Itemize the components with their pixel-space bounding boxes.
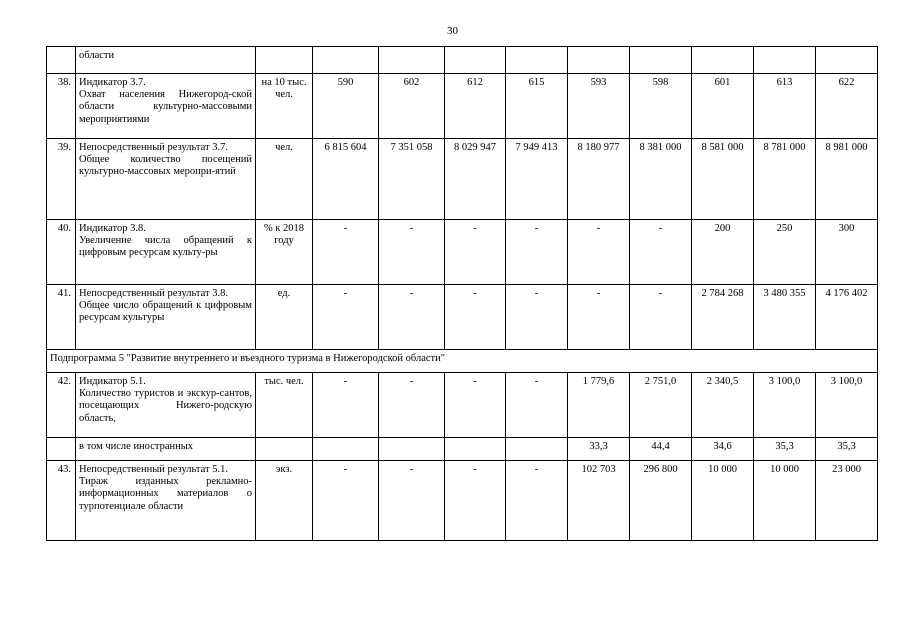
value-cell [313,438,379,461]
value-cell: 35,3 [816,438,878,461]
value-cell: 622 [816,74,878,139]
indicator-name: Индикатор 5.1. Количество туристов и экскур-сантов, посещающих Нижего-родскую область, [76,373,256,438]
table-row [47,438,878,461]
value-cell: - [313,373,379,438]
indicators-table [46,46,878,541]
value-cell: 613 [754,74,816,139]
value-cell [630,47,692,74]
value-cell: 35,3 [754,438,816,461]
table-row [47,461,878,541]
value-cell: - [445,461,506,541]
row-number: 38. [47,74,76,139]
unit-cell: экз. [256,461,313,541]
value-cell: - [445,220,506,285]
value-cell: 7 949 413 [506,139,568,220]
indicator-name: в том числе иностранных [76,438,256,461]
table-row [47,220,878,285]
value-cell: 102 703 [568,461,630,541]
value-cell: - [506,461,568,541]
value-cell: 615 [506,74,568,139]
value-cell: 2 784 268 [692,285,754,350]
indicator-name: Непосредственный результат 3.7. Общее количество посещений культурно-массовых меропри-ятий [76,139,256,220]
value-cell: 601 [692,74,754,139]
table-row [47,74,878,139]
value-cell [445,438,506,461]
unit-cell: тыс. чел. [256,373,313,438]
unit-cell: чел. [256,139,313,220]
value-cell: - [506,285,568,350]
value-cell: 33,3 [568,438,630,461]
section-row [47,350,878,373]
value-cell: 34,6 [692,438,754,461]
value-cell: 1 779,6 [568,373,630,438]
value-cell: - [506,373,568,438]
unit-cell [256,47,313,74]
value-cell [445,47,506,74]
table-row [47,373,878,438]
value-cell: 8 981 000 [816,139,878,220]
value-cell [754,47,816,74]
value-cell: 23 000 [816,461,878,541]
value-cell: 8 381 000 [630,139,692,220]
value-cell: 300 [816,220,878,285]
indicator-name: области [76,47,256,74]
value-cell: - [568,285,630,350]
value-cell: 593 [568,74,630,139]
value-cell: - [445,285,506,350]
unit-cell [256,438,313,461]
row-number: 41. [47,285,76,350]
value-cell [568,47,630,74]
row-number: 43. [47,461,76,541]
value-cell: 8 781 000 [754,139,816,220]
value-cell: 8 029 947 [445,139,506,220]
value-cell: - [379,461,445,541]
value-cell [506,47,568,74]
value-cell [692,47,754,74]
value-cell: 2 340,5 [692,373,754,438]
value-cell: 296 800 [630,461,692,541]
value-cell: 2 751,0 [630,373,692,438]
value-cell: 7 351 058 [379,139,445,220]
value-cell: 44,4 [630,438,692,461]
value-cell: - [313,461,379,541]
value-cell: - [379,373,445,438]
value-cell: 200 [692,220,754,285]
value-cell: 10 000 [754,461,816,541]
value-cell: - [506,220,568,285]
value-cell: 8 180 977 [568,139,630,220]
table-row [47,139,878,220]
value-cell: 8 581 000 [692,139,754,220]
section-title: Подпрограмма 5 "Развитие внутреннего и въездного туризма в Нижегородской области" [47,350,878,373]
value-cell [379,47,445,74]
indicator-name: Индикатор 3.8. Увеличение числа обращений к цифровым ресурсам культу-ры [76,220,256,285]
indicator-name: Непосредственный результат 3.8. Общее число обращений к цифровым ресурсам культуры [76,285,256,350]
unit-cell: на 10 тыс. чел. [256,74,313,139]
row-number [47,438,76,461]
value-cell: 3 100,0 [754,373,816,438]
value-cell: 250 [754,220,816,285]
value-cell: 4 176 402 [816,285,878,350]
table-row [47,47,878,74]
value-cell: - [379,285,445,350]
value-cell [506,438,568,461]
value-cell: 590 [313,74,379,139]
value-cell: - [313,220,379,285]
value-cell: 602 [379,74,445,139]
value-cell: 6 815 604 [313,139,379,220]
row-number: 40. [47,220,76,285]
row-number: 39. [47,139,76,220]
page-number: 30 [447,25,458,37]
value-cell [313,47,379,74]
value-cell: 598 [630,74,692,139]
value-cell [379,438,445,461]
value-cell: 612 [445,74,506,139]
value-cell: - [630,220,692,285]
value-cell [816,47,878,74]
value-cell: - [568,220,630,285]
unit-cell: ед. [256,285,313,350]
value-cell: - [379,220,445,285]
indicator-name: Непосредственный результат 5.1. Тираж изданных рекламно-информационных материалов о турпотенциале области [76,461,256,541]
row-number [47,47,76,74]
value-cell: 3 480 355 [754,285,816,350]
unit-cell: % к 2018 году [256,220,313,285]
row-number: 42. [47,373,76,438]
value-cell: - [313,285,379,350]
value-cell: - [445,373,506,438]
indicator-name: Индикатор 3.7. Охват населения Нижегород-ской области культурно-массовыми мероприятиями [76,74,256,139]
value-cell: 10 000 [692,461,754,541]
value-cell: 3 100,0 [816,373,878,438]
table-row [47,285,878,350]
value-cell: - [630,285,692,350]
